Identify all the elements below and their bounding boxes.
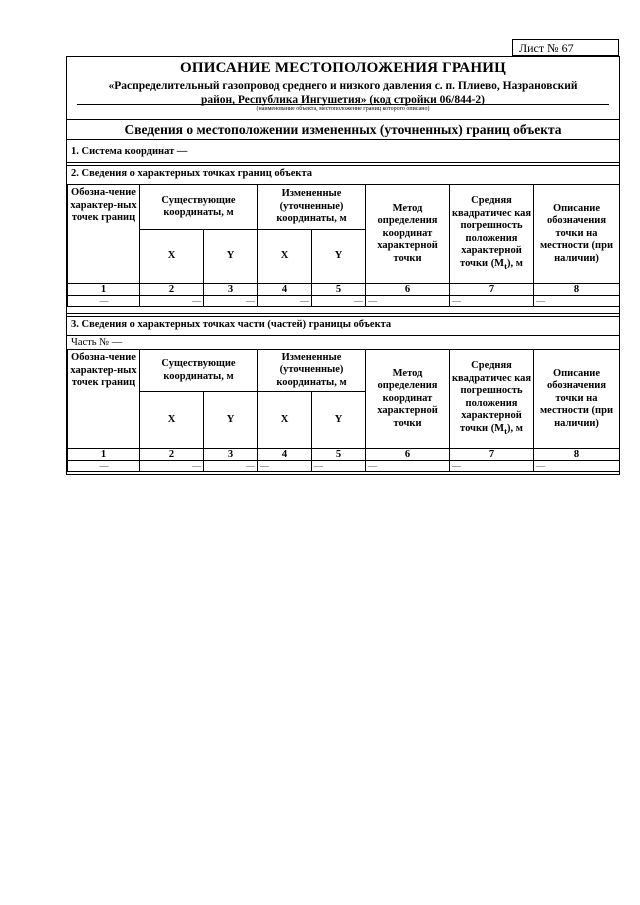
index-cell: 5: [312, 284, 366, 296]
empty-cell: —: [534, 296, 620, 307]
divider: [67, 316, 619, 317]
divider: [67, 335, 619, 336]
col-accuracy: Средняя квадратичес кая погрешность положения характерной точки $(M_t)$, м: [450, 185, 534, 284]
col-x: X: [258, 230, 312, 284]
col-y: Y: [312, 392, 366, 449]
empty-cell: —: [258, 461, 312, 472]
empty-cell: —: [450, 296, 534, 307]
empty-cell: —: [204, 461, 258, 472]
col-method: Метод определения координат характерной точки: [366, 350, 450, 449]
coord-system-label: 1. Система координат —: [71, 146, 188, 157]
index-cell: 8: [534, 284, 620, 296]
col-point-designation: Обозна-чение характер-ных точек границ: [68, 350, 140, 449]
empty-cell: —: [366, 461, 450, 472]
col-changed-coords: Измененные (уточненные) координаты, м: [258, 185, 366, 230]
col-y: Y: [204, 230, 258, 284]
col-existing-coords: Существующие координаты, м: [140, 350, 258, 392]
col-y: Y: [204, 392, 258, 449]
col-description: Описание обозначения точки на местности (при наличии): [534, 185, 620, 284]
empty-cell: —: [366, 296, 450, 307]
divider: [67, 119, 619, 120]
index-cell: 4: [258, 284, 312, 296]
col-changed-coords: Измененные (уточненные) координаты, м: [258, 350, 366, 392]
index-cell: 3: [204, 284, 258, 296]
empty-cell: —: [204, 296, 258, 307]
empty-cell: —: [450, 461, 534, 472]
empty-cell: —: [68, 296, 140, 307]
index-cell: 7: [450, 284, 534, 296]
index-cell: 2: [140, 284, 204, 296]
index-cell: 4: [258, 449, 312, 461]
empty-cell: —: [534, 461, 620, 472]
empty-cell: —: [312, 461, 366, 472]
index-cell: 1: [68, 449, 140, 461]
divider: [67, 162, 619, 163]
section-3-label: 3. Сведения о характерных точках части (частей) границы объекта: [71, 319, 392, 330]
index-cell: 2: [140, 449, 204, 461]
empty-cell: —: [68, 461, 140, 472]
object-caption: (наименование объекта, местоположение границ которого описано): [256, 106, 430, 112]
table-row: [68, 461, 620, 472]
empty-cell: —: [258, 296, 312, 307]
col-method: Метод определения координат характерной точки: [366, 185, 450, 284]
index-cell: 6: [366, 284, 450, 296]
divider: [67, 313, 619, 314]
col-description: Описание обозначения точки на местности (при наличии): [534, 350, 620, 449]
col-accuracy: Средняя квадратичес кая погрешность положения характерной точки $(M_t)$, м: [450, 350, 534, 449]
table-row: [68, 296, 620, 307]
col-x: X: [140, 230, 204, 284]
boundary-points-table: [67, 184, 620, 307]
col-point-designation: Обозна-чение характер-ных точек границ: [68, 185, 140, 284]
section-title: Сведения о местоположении измененных (уточненных) границ объекта: [124, 122, 562, 137]
divider: [67, 165, 619, 166]
index-cell: 3: [204, 449, 258, 461]
object-name: [67, 79, 619, 107]
col-x: X: [140, 392, 204, 449]
empty-cell: —: [140, 296, 204, 307]
empty-cell: —: [312, 296, 366, 307]
index-cell: 7: [450, 449, 534, 461]
document-frame: [66, 56, 620, 475]
section-2-label: 2. Сведения о характерных точках границ объекта: [71, 168, 312, 179]
empty-cell: —: [140, 461, 204, 472]
col-y: Y: [312, 230, 366, 284]
col-existing-coords: Существующие координаты, м: [140, 185, 258, 230]
index-cell: 1: [68, 284, 140, 296]
index-cell: 6: [366, 449, 450, 461]
col-x: X: [258, 392, 312, 449]
part-boundary-points-table: [67, 349, 620, 472]
index-cell: 8: [534, 449, 620, 461]
part-number-label: Часть № —: [71, 337, 123, 348]
object-name-line-1: «Распределительный газопровод среднего и низкого давления с. п. Плиево, Назрановский: [108, 80, 578, 92]
object-name-line-2: район, Республика Ингушетия» (код стройки 06/844-2): [200, 94, 485, 106]
sheet-number: Лист № 67: [512, 39, 619, 56]
document-title: ОПИСАНИЕ МЕСТОПОЛОЖЕНИЯ ГРАНИЦ: [180, 60, 506, 76]
divider: [67, 139, 619, 140]
document-header: [67, 57, 619, 119]
index-cell: 5: [312, 449, 366, 461]
